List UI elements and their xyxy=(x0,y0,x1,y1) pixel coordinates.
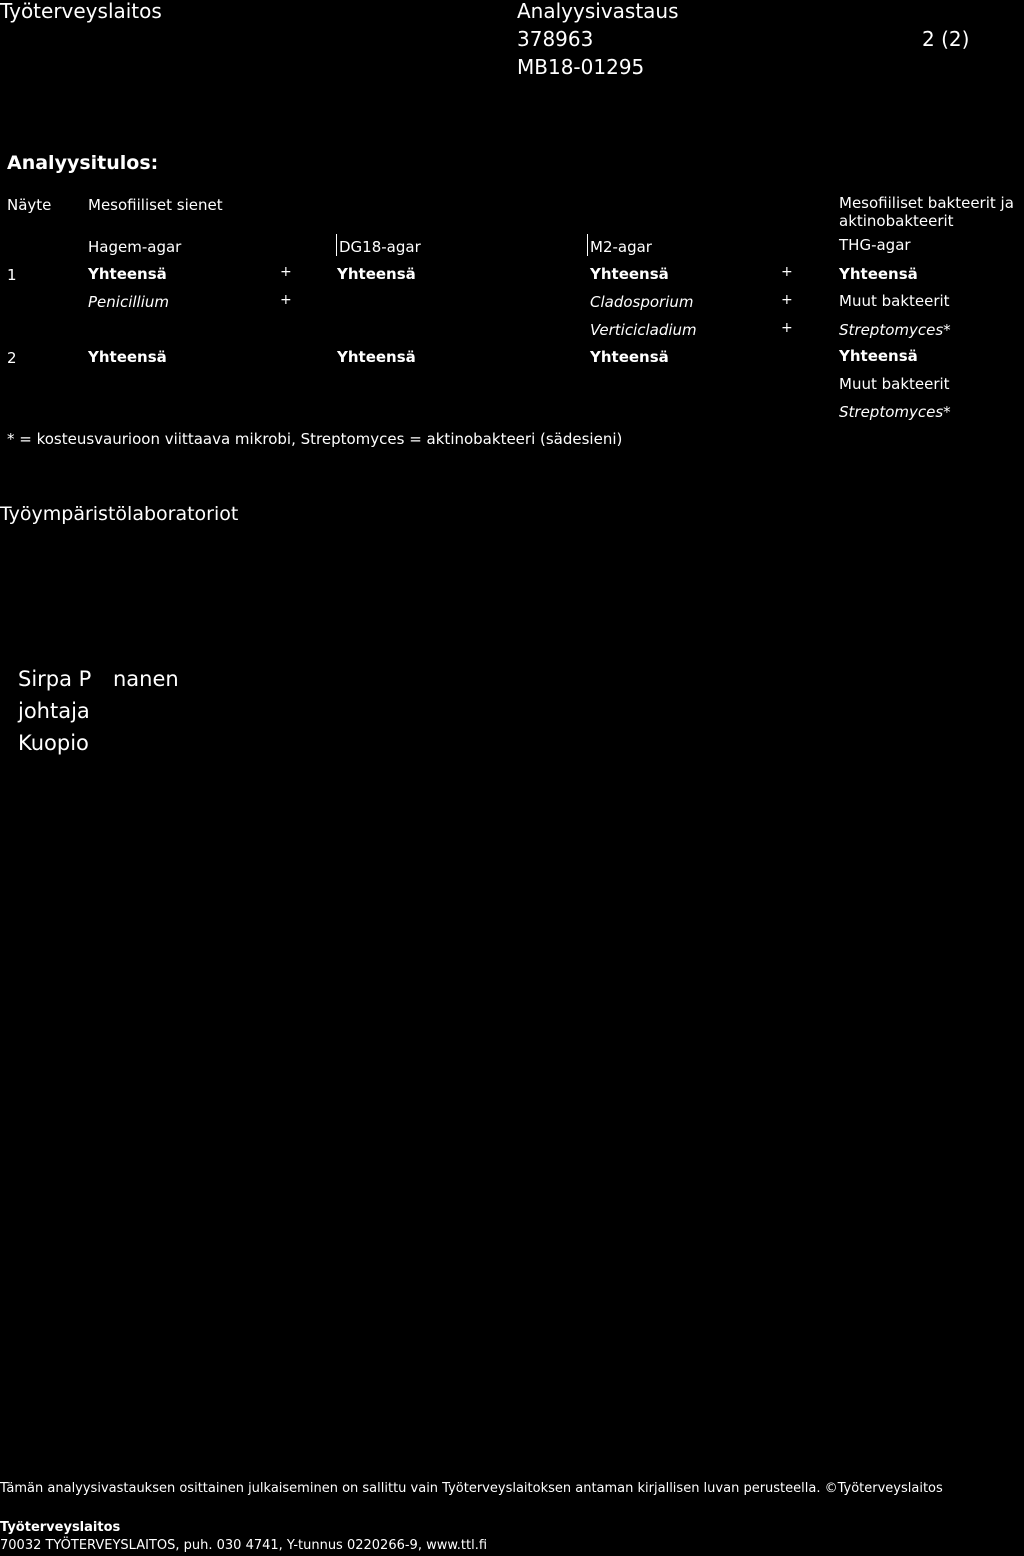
sample-1-thg-total: Yhteensä xyxy=(839,265,918,283)
document-type: Analyysivastaus xyxy=(517,0,679,23)
column-header-bacteria-line1: Mesofiiliset bakteerit ja xyxy=(839,194,1014,212)
signer-name-part-2: nanen xyxy=(113,667,179,691)
publication-disclaimer: Tämän analyysivastauksen osittainen julkaiseminen on sallittu vain Työterveyslaitoksen antaman kirjallisen luvan perusteella. ©Työterveyslaitos xyxy=(0,1481,943,1496)
sample-code: MB18-01295 xyxy=(517,55,645,79)
footer-contact-info: 70032 TYÖTERVEYSLAITOS, puh. 030 4741, Y-tunnus 0220266-9, www.ttl.fi xyxy=(0,1538,488,1553)
medium-m2: M2-agar xyxy=(590,238,652,256)
medium-thg: THG-agar xyxy=(839,236,911,254)
column-header-bacteria-line2: aktinobakteerit xyxy=(839,212,954,230)
column-header-fungi: Mesofiiliset sienet xyxy=(88,196,223,214)
sample-2-thg-total: Yhteensä xyxy=(839,347,918,365)
results-title: Analyysitulos: xyxy=(7,152,159,174)
sample-1-m2-genus-2-plus: + xyxy=(781,320,793,336)
sample-2-thg-streptomyces: Streptomyces* xyxy=(839,403,951,421)
page-number: 2 (2) xyxy=(922,27,970,51)
sample-2-thg-other: Muut bakteerit xyxy=(839,375,950,393)
sample-1-m2-plus: + xyxy=(781,264,793,280)
signer-city: Kuopio xyxy=(18,731,89,755)
sample-2-m2-total: Yhteensä xyxy=(590,348,669,366)
signer-role: johtaja xyxy=(18,699,90,723)
sample-1-hagem-plus: + xyxy=(280,264,292,280)
signer-name-part-1: Sirpa P xyxy=(18,667,92,691)
medium-dg18: DG18-agar xyxy=(339,238,421,256)
footer-organization: Työterveyslaitos xyxy=(0,1520,121,1535)
organization-name: Työterveyslaitos xyxy=(0,0,162,23)
sample-2-dg18-total: Yhteensä xyxy=(337,348,416,366)
sample-2-hagem-total: Yhteensä xyxy=(88,348,167,366)
sample-1-number: 1 xyxy=(7,266,17,284)
sample-1-thg-streptomyces: Streptomyces* xyxy=(839,321,951,339)
footnote: * = kosteusvaurioon viittaava mikrobi, Streptomyces = aktinobakteeri (sädesieni) xyxy=(7,430,623,448)
sample-1-m2-total: Yhteensä xyxy=(590,265,669,283)
column-divider xyxy=(587,234,588,256)
sample-1-hagem-genus-plus: + xyxy=(280,292,292,308)
column-header-sample: Näyte xyxy=(7,196,52,214)
document-number: 378963 xyxy=(517,27,594,51)
sample-1-thg-other: Muut bakteerit xyxy=(839,292,950,310)
department-name: Työympäristölaboratoriot xyxy=(0,503,239,525)
sample-1-m2-genus-1: Cladosporium xyxy=(590,293,694,311)
column-divider xyxy=(336,234,337,256)
sample-2-number: 2 xyxy=(7,349,17,367)
sample-1-m2-genus-2: Verticicladium xyxy=(590,321,697,339)
medium-hagem: Hagem-agar xyxy=(88,238,182,256)
sample-1-dg18-total: Yhteensä xyxy=(337,265,416,283)
sample-1-hagem-genus: Penicillium xyxy=(88,293,169,311)
sample-1-hagem-total: Yhteensä xyxy=(88,265,167,283)
sample-1-m2-genus-1-plus: + xyxy=(781,292,793,308)
